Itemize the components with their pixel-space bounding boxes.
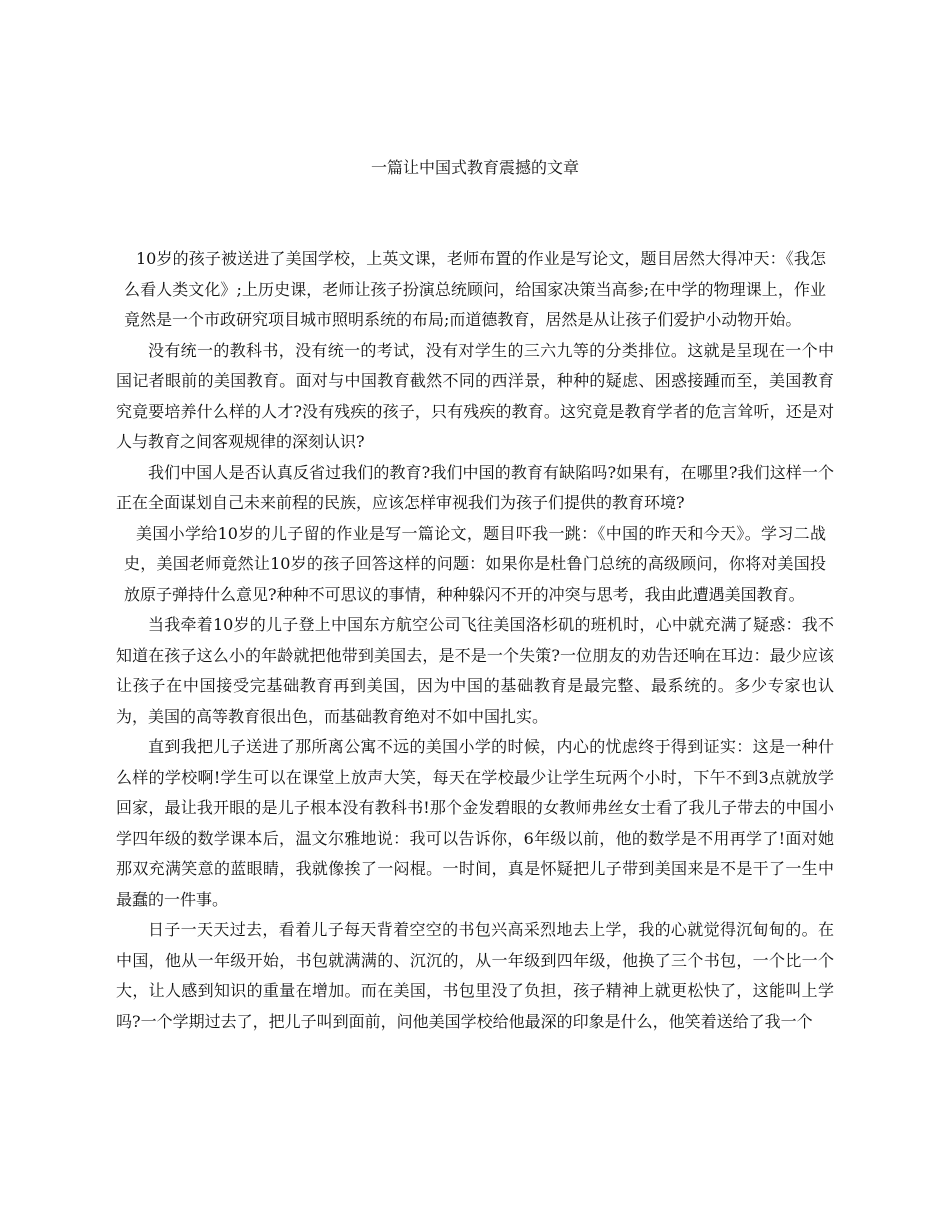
paragraph-7: 日子一天天过去，看着儿子每天背着空空的书包兴高采烈地去上学，我的心就觉得沉甸甸的。在中国，他从一年级开始，书包就满满的、沉沉的，从一年级到四年级，他换了三个书包，一个比一个大，让人感到知识的重量在增加。而在美国，书包里没了负担，孩子精神上就更松快了，这能叫上学吗?一个学期过去了，把儿子叫到面前，问他美国学校给他最深的印象是什么，他笑着送给了我一个 [116,920,834,1031]
paragraph-6: 直到我把儿子送进了那所离公寓不远的美国小学的时候，内心的忧虑终于得到证实：这是一种什么样的学校啊!学生可以在课堂上放声大笑，每天在学校最少让学生玩两个小时，下午不到3点就放学回家，最让我开眼的是儿子根本没有教科书!那个金发碧眼的女教师弗丝女士看了我儿子带去的中国小学四年级的数学课本后，温文尔雅地说：我可以告诉你，6年级以前，他的数学是不用再学了!面对她那双充满笑意的蓝眼睛，我就像挨了一闷棍。一时间，真是怀疑把儿子带到美国来是不是干了一生中最蠢的一件事。 [116,737,834,909]
paragraph-5: 当我牵着10岁的儿子登上中国东方航空公司飞往美国洛杉矶的班机时，心中就充满了疑惑：我不知道在孩子这么小的年龄就把他带到美国去，是不是一个失策?一位朋友的劝告还响在耳边：最少应该让孩子在中国接受完基础教育再到美国，因为中国的基础教育是最完整、最系统的。多少专家也认为，美国的高等教育很出色，而基础教育绝对不如中国扎实。 [116,615,834,726]
document-body [116,244,834,1037]
paragraph-2: 没有统一的教科书，没有统一的考试，没有对学生的三六九等的分类排位。这就是呈现在一个中国记者眼前的美国教育。面对与中国教育截然不同的西洋景，种种的疑虑、困惑接踵而至，美国教育究竟要培养什么样的人才?没有残疾的孩子，只有残疾的教育。这究竟是教育学者的危言耸听，还是对人与教育之间客观规律的深刻认识? [116,340,834,451]
paragraph-3: 我们中国人是否认真反省过我们的教育?我们中国的教育有缺陷吗?如果有，在哪里?我们这样一个正在全面谋划自己未来前程的民族，应该怎样审视我们为孩子们提供的教育环境? [116,462,834,512]
paragraph-1: 10岁的孩子被送进了美国学校，上英文课，老师布置的作业是写论文，题目居然大得冲天：《我怎么看人类文化》;上历史课，老师让孩子扮演总统顾问，给国家决策当高参;在中学的物理课上，作业竟然是一个市政研究项目城市照明系统的布局;而道德教育，居然是从让孩子们爱护小动物开始。 [124,249,826,329]
paragraph-4: 美国小学给10岁的儿子留的作业是写一篇论文，题目吓我一跳：《中国的昨天和今天》。学习二战史，美国老师竟然让10岁的孩子回答这样的问题：如果你是杜鲁门总统的高级顾问，你将对美国投放原子弹持什么意见?种种不可思议的事情，种种躲闪不开的冲突与思考，我由此遭遇美国教育。 [124,523,826,604]
document-title: 一篇让中国式教育震撼的文章 [370,158,579,177]
